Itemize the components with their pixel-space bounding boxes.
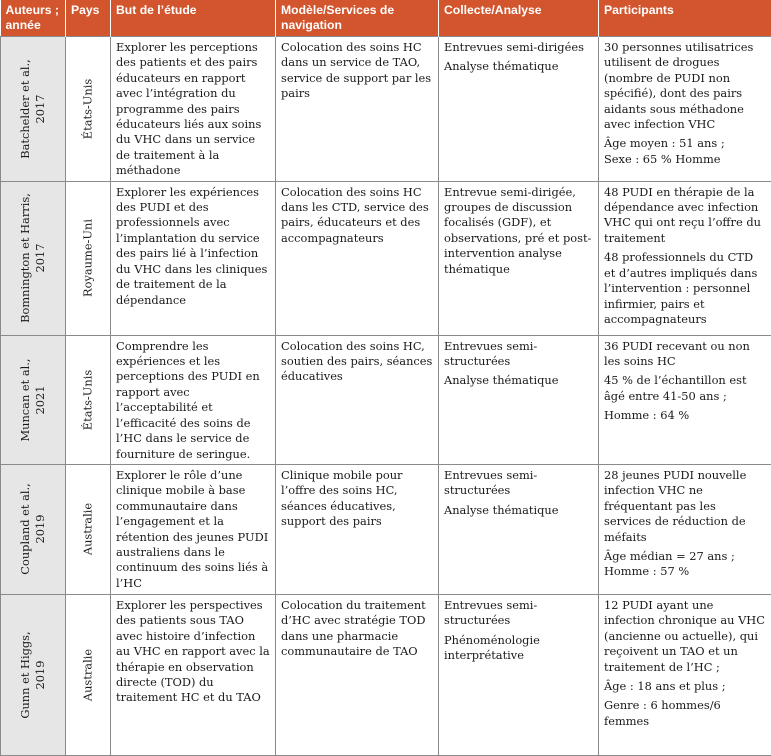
- participants-cell: [599, 335, 771, 464]
- participants-cell: [599, 594, 771, 755]
- author-cell: [1, 594, 66, 755]
- header-row: [1, 0, 771, 37]
- collection-cell: [439, 464, 599, 594]
- participants-text: 48 PUDI en thérapie de la dépendance avec infection VHC qui ont reçu l’offre du traitement: [604, 185, 766, 247]
- author-year: 2019: [33, 484, 48, 576]
- author-rotated: [18, 59, 48, 159]
- participants-cell: [599, 464, 771, 594]
- participants-text: 36 PUDI recevant ou non les soins HC: [604, 339, 766, 370]
- collection-cell: [439, 335, 599, 464]
- goal-cell: Explorer le rôle d’une clinique mobile à base communautaire dans l’engagement et la rétention des jeunes PUDI australiens dans le continuum des soins liés à l’HC: [111, 464, 276, 594]
- country-label: États-Unis: [81, 370, 96, 430]
- author-name: Batchelder et al.,: [18, 59, 33, 159]
- table-row: [1, 594, 771, 755]
- participants-text: Âge moyen : 51 ans ;: [604, 136, 766, 151]
- model-cell: Colocation des soins HC, soutien des pairs, séances éducatives: [276, 335, 439, 464]
- collection-cell: [439, 37, 599, 182]
- collection-text: Entrevue semi-dirigée, groupes de discussion focalisés (GDF), et observations, pré et post-intervention analyse thématique: [444, 185, 593, 277]
- collection-cell: [439, 181, 599, 335]
- author-cell: [1, 464, 66, 594]
- author-name: Bomnington et Harris,: [18, 193, 33, 323]
- country-cell: [66, 181, 111, 335]
- table-row: [1, 335, 771, 464]
- header-study-goal: But de l’étude: [111, 0, 276, 37]
- model-cell: Colocation du traitement d’HC avec stratégie TOD dans une pharmacie communautaire de TAO: [276, 594, 439, 755]
- author-rotated: [18, 193, 48, 323]
- country-cell: [66, 37, 111, 182]
- country-label: Australie: [81, 649, 96, 701]
- participants-text: 12 PUDI ayant une infection chronique au VHC (ancienne ou actuelle), qui reçoivent un TAO et un traitement de l’HC ;: [604, 598, 766, 675]
- country-label: Royaume-Uni: [81, 219, 96, 297]
- model-cell: Colocation des soins HC dans un service de TAO, service de support par les pairs: [276, 37, 439, 182]
- participants-cell: [599, 181, 771, 335]
- participants-text: 28 jeunes PUDI nouvelle infection VHC ne fréquentant pas les services de réduction de méfaits: [604, 468, 766, 545]
- author-rotated: [18, 631, 48, 718]
- participants-text: Genre : 6 hommes/6 femmes: [604, 698, 766, 729]
- collection-text: Entrevues semi-dirigées: [444, 40, 593, 55]
- author-cell: [1, 181, 66, 335]
- collection-text: Entrevues semi-structurées: [444, 598, 593, 629]
- goal-cell: Explorer les expériences des PUDI et des professionnels avec l’implantation du service des pairs lié à l’infection du VHC dans les cliniques de traitement de la dépendance: [111, 181, 276, 335]
- participants-cell: [599, 37, 771, 182]
- author-name: Gunn et Higgs,: [18, 631, 33, 718]
- author-rotated: [18, 358, 48, 441]
- participants-text: Âge médian = 27 ans ;: [604, 549, 766, 564]
- participants-text: 30 personnes utilisatrices utilisent de drogues (nombre de PUDI non spécifié), dont des pairs aidants sous méthadone avec infection VHC: [604, 40, 766, 132]
- author-rotated: [18, 484, 48, 576]
- participants-text: Homme : 64 %: [604, 408, 766, 423]
- collection-text: Analyse thématique: [444, 503, 593, 518]
- participants-text: 45 % de l’échantillon est âgé entre 41-50 ans ;: [604, 373, 766, 404]
- goal-cell: Comprendre les expériences et les perceptions des PUDI en rapport avec l’acceptabilité et l’efficacité des soins de l’HC dans le service de fourniture de seringue.: [111, 335, 276, 464]
- country-label: Australie: [81, 503, 96, 555]
- author-cell: [1, 37, 66, 182]
- participants-text: Sexe : 65 % Homme: [604, 152, 766, 167]
- participants-text: 48 professionnels du CTD et d’autres impliqués dans l’intervention : personnel infirmier, pairs et accompagnateurs: [604, 250, 766, 327]
- collection-text: Analyse thématique: [444, 59, 593, 74]
- table-row: [1, 181, 771, 335]
- author-name: Muncan et al.,: [18, 358, 33, 441]
- country-cell: [66, 464, 111, 594]
- country-cell: [66, 594, 111, 755]
- collection-text: Phénoménologie interprétative: [444, 633, 593, 664]
- author-cell: [1, 335, 66, 464]
- header-authors-year: Auteurs ; année: [1, 0, 66, 37]
- collection-text: Entrevues semi-structurées: [444, 339, 593, 370]
- author-year: 2017: [33, 193, 48, 323]
- table-row: [1, 464, 771, 594]
- author-name: Coupland et al.,: [18, 484, 33, 576]
- collection-text: Entrevues semi-structurées: [444, 468, 593, 499]
- author-year: 2017: [33, 59, 48, 159]
- author-year: 2019: [33, 631, 48, 718]
- table-row: [1, 37, 771, 182]
- country-label: États-Unis: [81, 79, 96, 139]
- header-participants: Participants: [599, 0, 771, 37]
- participants-text: Homme : 57 %: [604, 564, 766, 579]
- goal-cell: Explorer les perspectives des patients sous TAO avec histoire d’infection au VHC en rapport avec la thérapie en observation directe (TOD) du traitement HC et du TAO: [111, 594, 276, 755]
- model-cell: Clinique mobile pour l’offre des soins HC, séances éducatives, support des pairs: [276, 464, 439, 594]
- collection-cell: [439, 594, 599, 755]
- header-model-services: Modèle/Services de navigation: [276, 0, 439, 37]
- participants-text: Âge : 18 ans et plus ;: [604, 679, 766, 694]
- goal-cell: Explorer les perceptions des patients et des pairs éducateurs en rapport avec l’intégration du programme des pairs éducateurs liés aux soins du VHC dans un service de traitement à la méthadone: [111, 37, 276, 182]
- model-cell: Colocation des soins HC dans les CTD, service des pairs, éducateurs et des accompagnateurs: [276, 181, 439, 335]
- country-cell: [66, 335, 111, 464]
- header-collection-analysis: Collecte/Analyse: [439, 0, 599, 37]
- collection-text: Analyse thématique: [444, 373, 593, 388]
- header-country: Pays: [66, 0, 111, 37]
- author-year: 2021: [33, 358, 48, 441]
